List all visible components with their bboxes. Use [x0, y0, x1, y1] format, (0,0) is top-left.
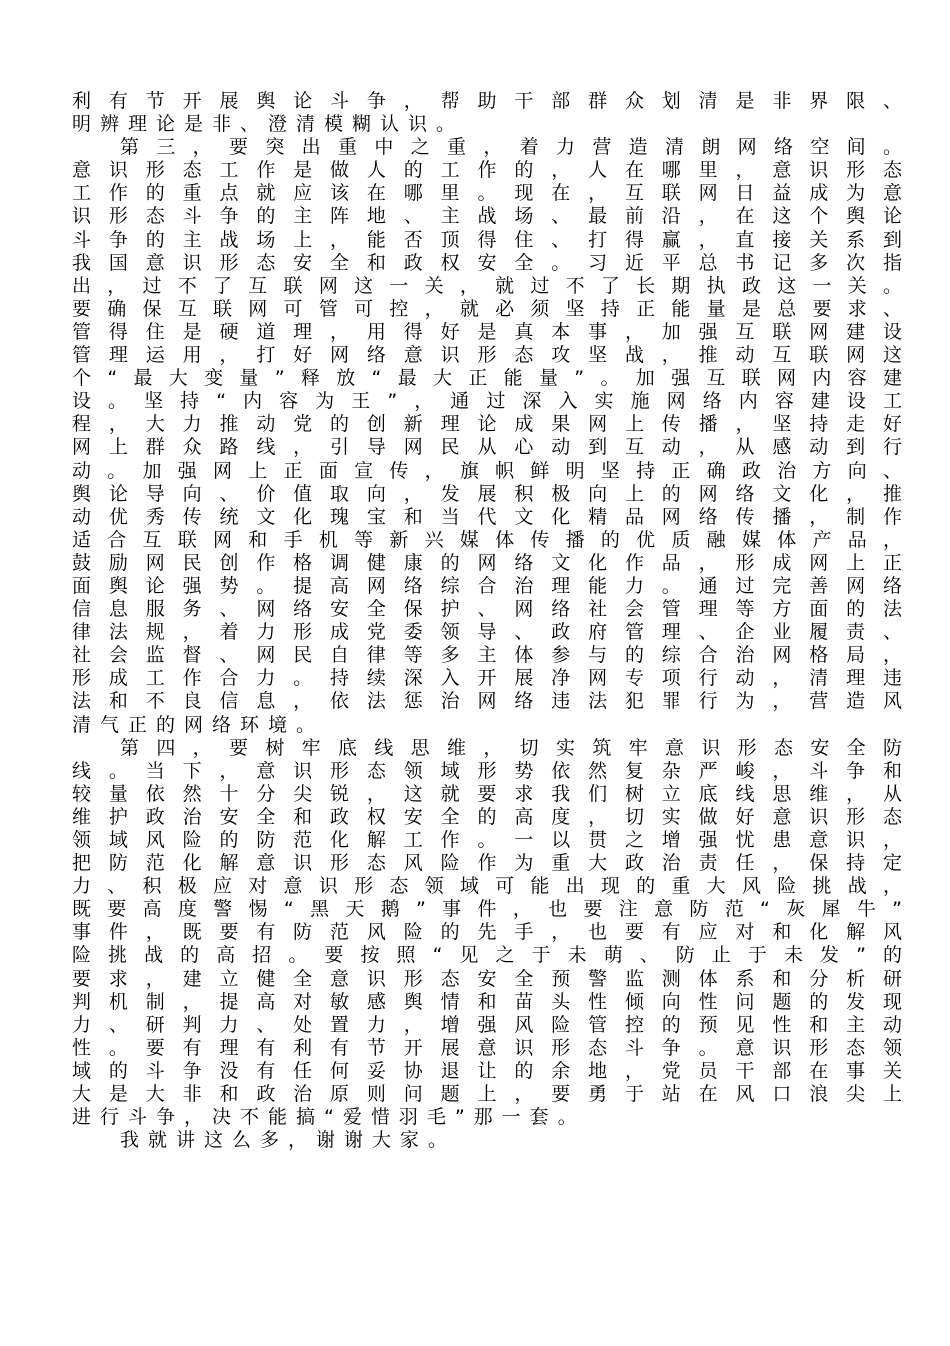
paragraph-start-line: 第三，要突出重中之重，着力营造清朗网络空间。	[120, 136, 902, 159]
text-line: 大是大非和政治原则问题上，要勇于站在风口浪尖上	[72, 1083, 902, 1106]
text-line: 意识形态工作是做人的工作的，人在哪里，意识形态	[72, 159, 902, 182]
text-line: 域的斗争没有任何妥协退让的余地，党员干部在事关	[72, 1059, 902, 1082]
text-line: 信息服务、网络安全保护、网络社会管理等方面的法	[72, 598, 902, 621]
text-line: 进行斗争，决不能搞“爱惜羽毛”那一套。	[72, 1106, 586, 1129]
text-line: 线。当下，意识形态领域形势依然复杂严峻，斗争和	[72, 759, 902, 782]
text-line: 事件，既要有防范风险的先手，也要有应对和化解风	[72, 921, 902, 944]
text-line: 设。坚持“内容为王”，通过深入实施网络内容建设工	[72, 390, 902, 413]
text-line: 判机制，提高对敏感舆情和苗头性倾向性问题的发现	[72, 990, 902, 1013]
text-line: 性。要有理有利有节开展意识形态斗争。意识形态领	[72, 1036, 902, 1059]
paragraph-start-line: 第四，要树牢底线思维，切实筑牢意识形态安全防	[120, 736, 902, 759]
text-line: 适合互联网和手机等新兴媒体传播的优质融媒体产品，	[72, 528, 902, 551]
text-line: 清气正的网络环境。	[72, 713, 325, 736]
speech-text-block	[72, 90, 902, 1152]
text-line: 要确保互联网可管可控，就必须坚持正能量是总要求、	[72, 297, 902, 320]
text-line: 既要高度警惕“黑天鹅”事件，也要注意防范“灰犀牛”	[72, 898, 902, 921]
text-line: 维护政治安全和政权安全的高度，切实做好意识形态	[72, 805, 902, 828]
text-line: 网上群众路线，引导网民从心动到互动，从感动到行	[72, 436, 902, 459]
text-line: 利有节开展舆论斗争，帮助干部群众划清是非界限、	[72, 90, 902, 112]
text-line: 力、积极应对意识形态领域可能出现的重大风险挑战，	[72, 875, 902, 898]
closing-line: 我就讲这么多，谢谢大家。	[120, 1129, 457, 1152]
text-line: 程，大力推动党的创新理论成果网上传播，坚持走好	[72, 413, 902, 436]
text-line: 识形态斗争的主阵地、主战场、最前沿，在这个舆论	[72, 205, 902, 228]
text-line: 鼓励网民创作格调健康的网络文化作品，形成网上正	[72, 551, 902, 574]
text-line: 社会监督、网民自律等多主体参与的综合治网格局，	[72, 644, 902, 667]
text-line: 较量依然十分尖锐，这就要求我们树立底线思维，从	[72, 782, 902, 805]
text-line: 险挑战的高招。要按照“见之于未萌、防止于未发”的	[72, 944, 902, 967]
text-line: 管理运用，打好网络意识形态攻坚战，推动互联网这	[72, 344, 902, 367]
text-line: 把防范化解意识形态风险作为重大政治责任，保持定	[72, 852, 902, 875]
text-line: 明辨理论是非、澄清模糊认识。	[72, 113, 465, 136]
text-line: 律法规，着力形成党委领导、政府管理、企业履责、	[72, 621, 902, 644]
text-line: 形成工作合力。持续深入开展净网专项行动，清理违	[72, 667, 902, 690]
text-line: 我国意识形态安全和政权安全。习近平总书记多次指	[72, 251, 902, 274]
text-line: 动优秀传统文化瑰宝和当代文化精品网络传播，制作	[72, 505, 902, 528]
text-line: 力、研判力、处置力，增强风险管控的预见性和主动	[72, 1013, 902, 1036]
text-line: 个“最大变量”释放“最大正能量”。加强互联网内容建	[72, 367, 902, 390]
text-line: 工作的重点就应该在哪里。现在，互联网日益成为意	[72, 182, 902, 205]
text-line: 斗争的主战场上，能否顶得住、打得赢，直接关系到	[72, 228, 902, 251]
text-line: 领域风险的防范化解工作。一以贯之增强忧患意识，	[72, 829, 902, 851]
text-line: 出，过不了互联网这一关，就过不了长期执政这一关。	[72, 274, 902, 297]
text-line: 舆论导向、价值取向，发展积极向上的网络文化，推	[72, 482, 902, 505]
text-line: 管得住是硬道理，用得好是真本事，加强互联网建设	[72, 320, 902, 343]
text-line: 动。加强网上正面宣传，旗帜鲜明坚持正确政治方向、	[72, 459, 902, 482]
text-line: 面舆论强势。提高网络综合治理能力。通过完善网络	[72, 574, 902, 597]
text-line: 法和不良信息，依法惩治网络违法犯罪行为，营造风	[72, 690, 902, 713]
text-line: 要求，建立健全意识形态安全预警监测体系和分析研	[72, 967, 902, 990]
